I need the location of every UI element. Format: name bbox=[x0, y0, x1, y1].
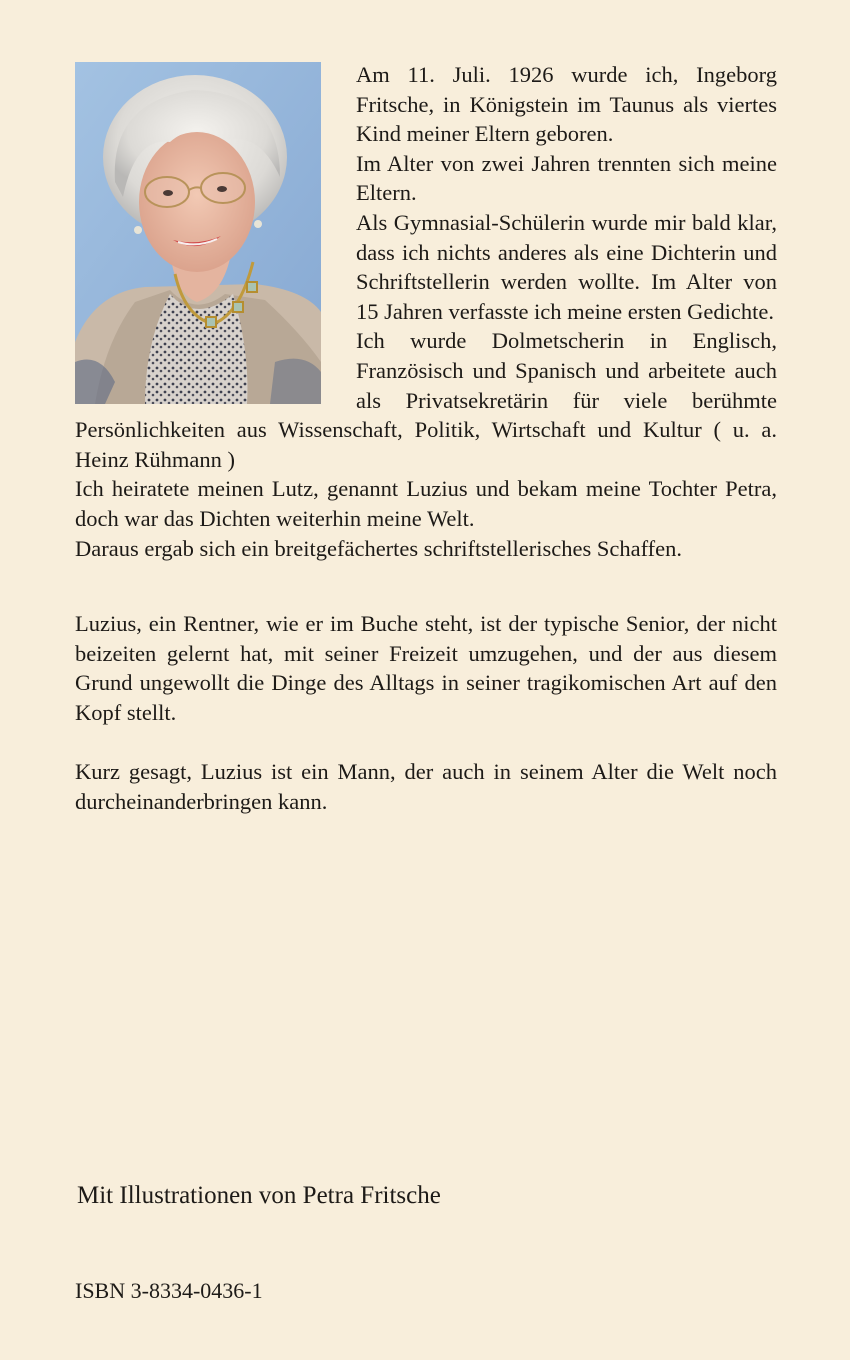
illustrations-credit: Mit Illustrationen von Petra Fritsche bbox=[77, 1182, 441, 1209]
bio-paragraph: Als Gymnasial-Schülerin wurde mir bald klar, dass ich nichts anderes als eine Dichterin und Schriftstellerin werden wollte. Im Alter von 15 Jahren verfasste ich meine ersten Gedichte. bbox=[356, 209, 777, 324]
book-blurb bbox=[75, 609, 777, 846]
bio-paragraph: Am 11. Juli. 1926 wurde ich, Ingeborg Fritsche, in Königstein im Taunus als viertes Kind meiner Eltern geboren. bbox=[356, 62, 777, 147]
blurb-paragraph: Luzius, ein Rentner, wie er im Buche steht, ist der typische Senior, der nicht beizeiten gelernt hat, mit seiner Freizeit umzugehen, und der aus diesem Grund ungewollt die Dinge des Alltags in seiner tragikomischen Art auf den Kopf stellt. bbox=[75, 611, 777, 725]
blurb-paragraph: Kurz gesagt, Luzius ist ein Mann, der auch in seinem Alter die Welt noch durcheinanderbringen kann. bbox=[75, 758, 777, 814]
bio-paragraph: Im Alter von zwei Jahren trennten sich meine Eltern. bbox=[356, 150, 777, 206]
author-biography bbox=[75, 60, 777, 563]
photo-wrap-spacer bbox=[75, 60, 356, 415]
bio-paragraph: Ich wurde Dolmetscherin in Englisch, Französisch und Spanisch und arbeitete auch als Privatsekretärin für viele berühmte Persönlichkeiten aus Wissenschaft, Politik, Wirtschaft und Kultur ( u. a. Heinz Rühmann ) bbox=[75, 328, 777, 472]
isbn-number: ISBN 3-8334-0436-1 bbox=[75, 1278, 263, 1303]
bio-paragraph: Ich heiratete meinen Lutz, genannt Luzius und bekam meine Tochter Petra, doch war das Dichten weiterhin meine Welt. bbox=[75, 476, 777, 531]
bio-paragraph: Daraus ergab sich ein breitgefächertes schriftstellerisches Schaffen. bbox=[75, 535, 683, 561]
